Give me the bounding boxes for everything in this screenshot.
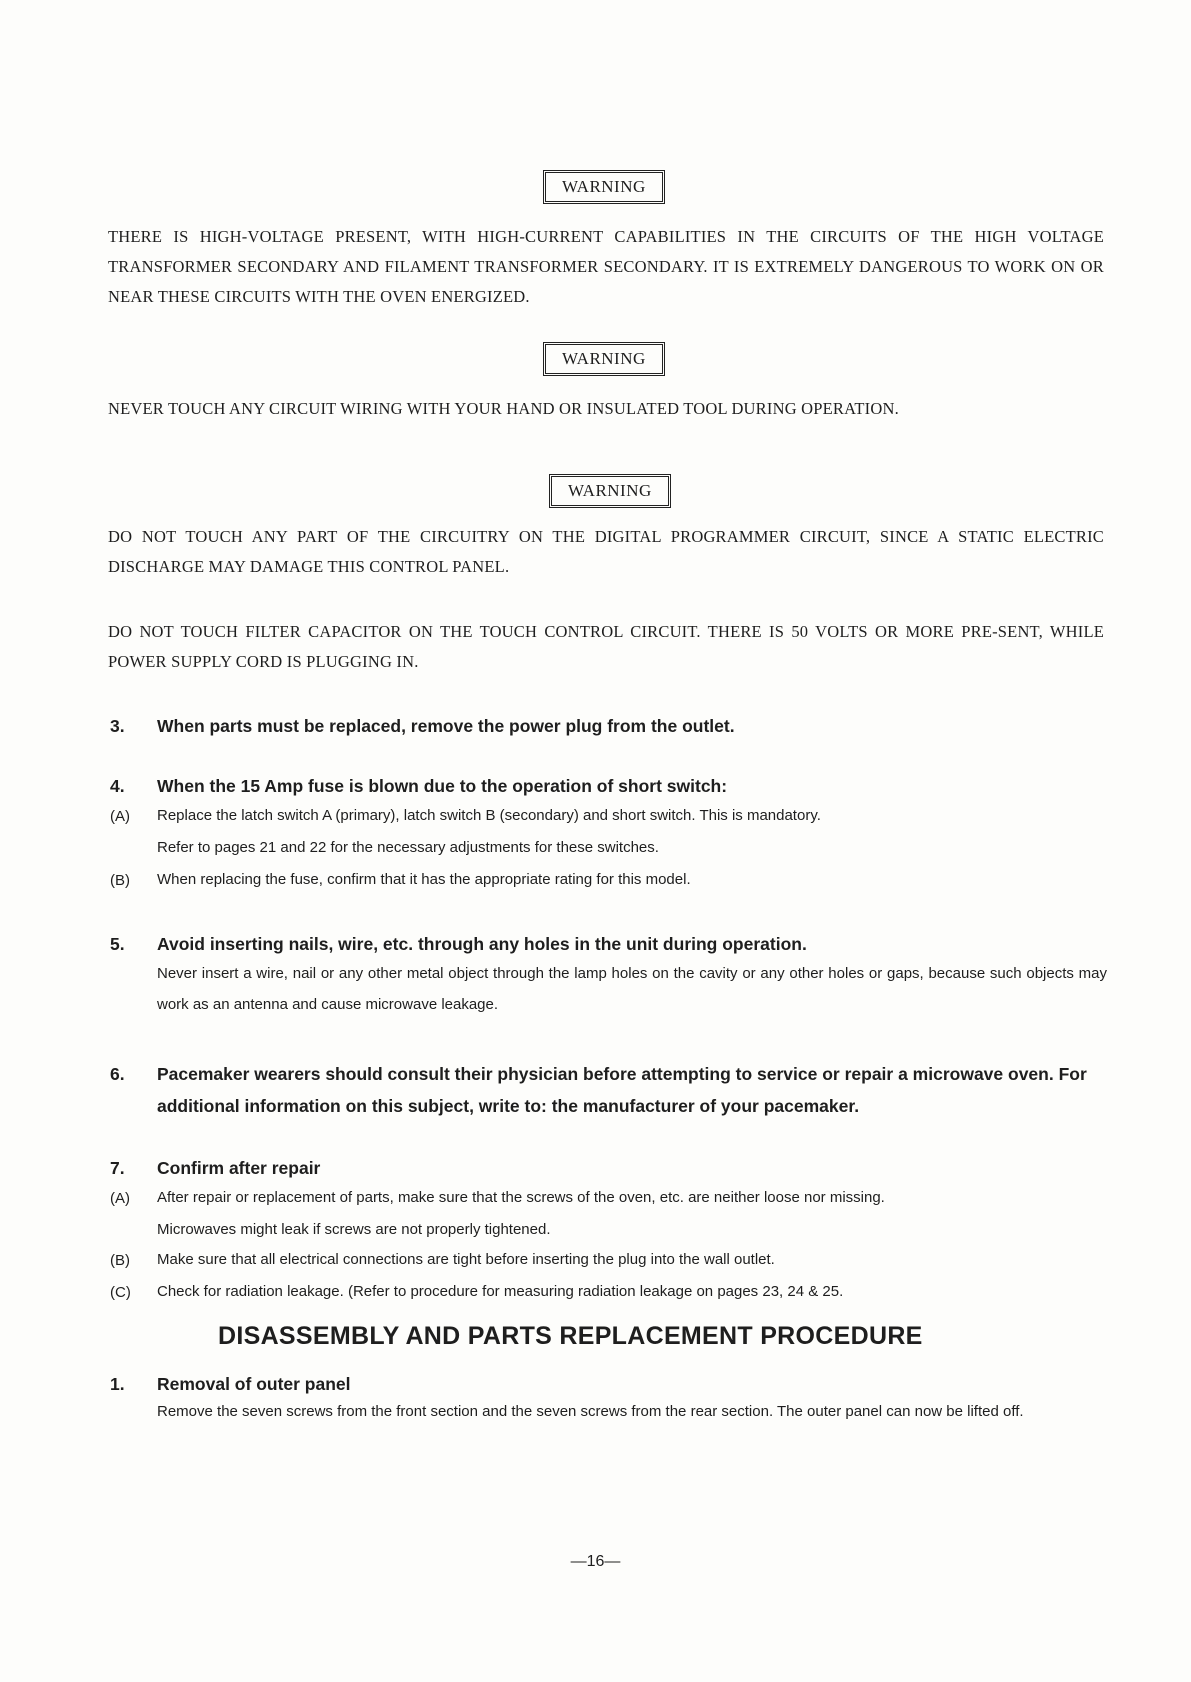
- item-7-sub-b-label: (B): [110, 1252, 130, 1269]
- section-item-1-heading: Removal of outer panel: [157, 1374, 351, 1394]
- item-5-heading: Avoid inserting nails, wire, etc. through any holes in the unit during operation.: [157, 934, 807, 954]
- warning-label-2: WARNING: [543, 342, 665, 376]
- page-number: —16—: [570, 1553, 621, 1570]
- warning-text-2: NEVER TOUCH ANY CIRCUIT WIRING WITH YOUR HAND OR INSULATED TOOL DURING OPERATION.: [108, 399, 899, 418]
- warning-text-1: THERE IS HIGH-VOLTAGE PRESENT, WITH HIGH-CURRENT CAPABILITIES IN THE CIRCUITS OF THE HIGH VOLTAGE TRANSFORMER SECONDARY AND FILAMENT TRANSFORMER SECONDARY. IT IS EXTREMELY DANGEROUS TO WORK ON OR NEAR THESE CIRCUITS WITH THE OVEN ENERGIZED.: [108, 227, 1104, 306]
- item-7-heading: Confirm after repair: [157, 1158, 321, 1178]
- item-3-number: 3.: [110, 716, 125, 736]
- item-5-number: 5.: [110, 934, 125, 954]
- warning-text-3b: DO NOT TOUCH FILTER CAPACITOR ON THE TOUCH CONTROL CIRCUIT. THERE IS 50 VOLTS OR MORE PRE-SENT, WHILE POWER SUPPLY CORD IS PLUGGING IN.: [108, 622, 1104, 671]
- item-4-sub-a-line2: Refer to pages 21 and 22 for the necessary adjustments for these switches.: [157, 839, 659, 856]
- item-7-sub-a-line1: After repair or replacement of parts, make sure that the screws of the oven, etc. are neither loose nor missing.: [157, 1189, 885, 1206]
- item-7-sub-c-line1: Check for radiation leakage. (Refer to procedure for measuring radiation leakage on pages 23, 24 & 25.: [157, 1283, 844, 1300]
- item-7-sub-c-label: (C): [110, 1284, 131, 1301]
- warning-label-1: WARNING: [543, 170, 665, 204]
- section-item-1-body: Remove the seven screws from the front section and the seven screws from the rear section. The outer panel can now be lifted off.: [157, 1403, 1024, 1420]
- item-6-number: 6.: [110, 1064, 125, 1084]
- section-title: DISASSEMBLY AND PARTS REPLACEMENT PROCEDURE: [218, 1322, 923, 1350]
- item-4-sub-a-line1: Replace the latch switch A (primary), latch switch B (secondary) and short switch. This is mandatory.: [157, 807, 821, 824]
- item-7-sub-b-line1: Make sure that all electrical connections are tight before inserting the plug into the wall outlet.: [157, 1251, 775, 1268]
- item-7-number: 7.: [110, 1158, 125, 1178]
- item-5-body: Never insert a wire, nail or any other metal object through the lamp holes on the cavity or any other holes or gaps, because such objects may work as an antenna and cause microwave leakage.: [157, 965, 1107, 1013]
- item-4-heading: When the 15 Amp fuse is blown due to the operation of short switch:: [157, 776, 728, 796]
- warning-text-3: DO NOT TOUCH ANY PART OF THE CIRCUITRY ON THE DIGITAL PROGRAMMER CIRCUIT, SINCE A STATIC ELECTRIC DISCHARGE MAY DAMAGE THIS CONTROL PANEL.: [108, 527, 1104, 576]
- item-7-sub-a-line2: Microwaves might leak if screws are not properly tightened.: [157, 1221, 551, 1238]
- item-4-sub-a-label: (A): [110, 808, 130, 825]
- warning-label-3: WARNING: [549, 474, 671, 508]
- item-7-sub-a-label: (A): [110, 1190, 130, 1207]
- item-4-sub-b-line1: When replacing the fuse, confirm that it has the appropriate rating for this model.: [157, 871, 691, 888]
- item-4-number: 4.: [110, 776, 125, 796]
- item-6-heading: Pacemaker wearers should consult their physician before attempting to service or repair a microwave oven. For additional information on this subject, write to: the manufacturer of your pacemaker.: [157, 1064, 1087, 1116]
- section-item-1-number: 1.: [110, 1374, 125, 1394]
- item-3-heading: When parts must be replaced, remove the power plug from the outlet.: [157, 716, 735, 736]
- item-4-sub-b-label: (B): [110, 872, 130, 889]
